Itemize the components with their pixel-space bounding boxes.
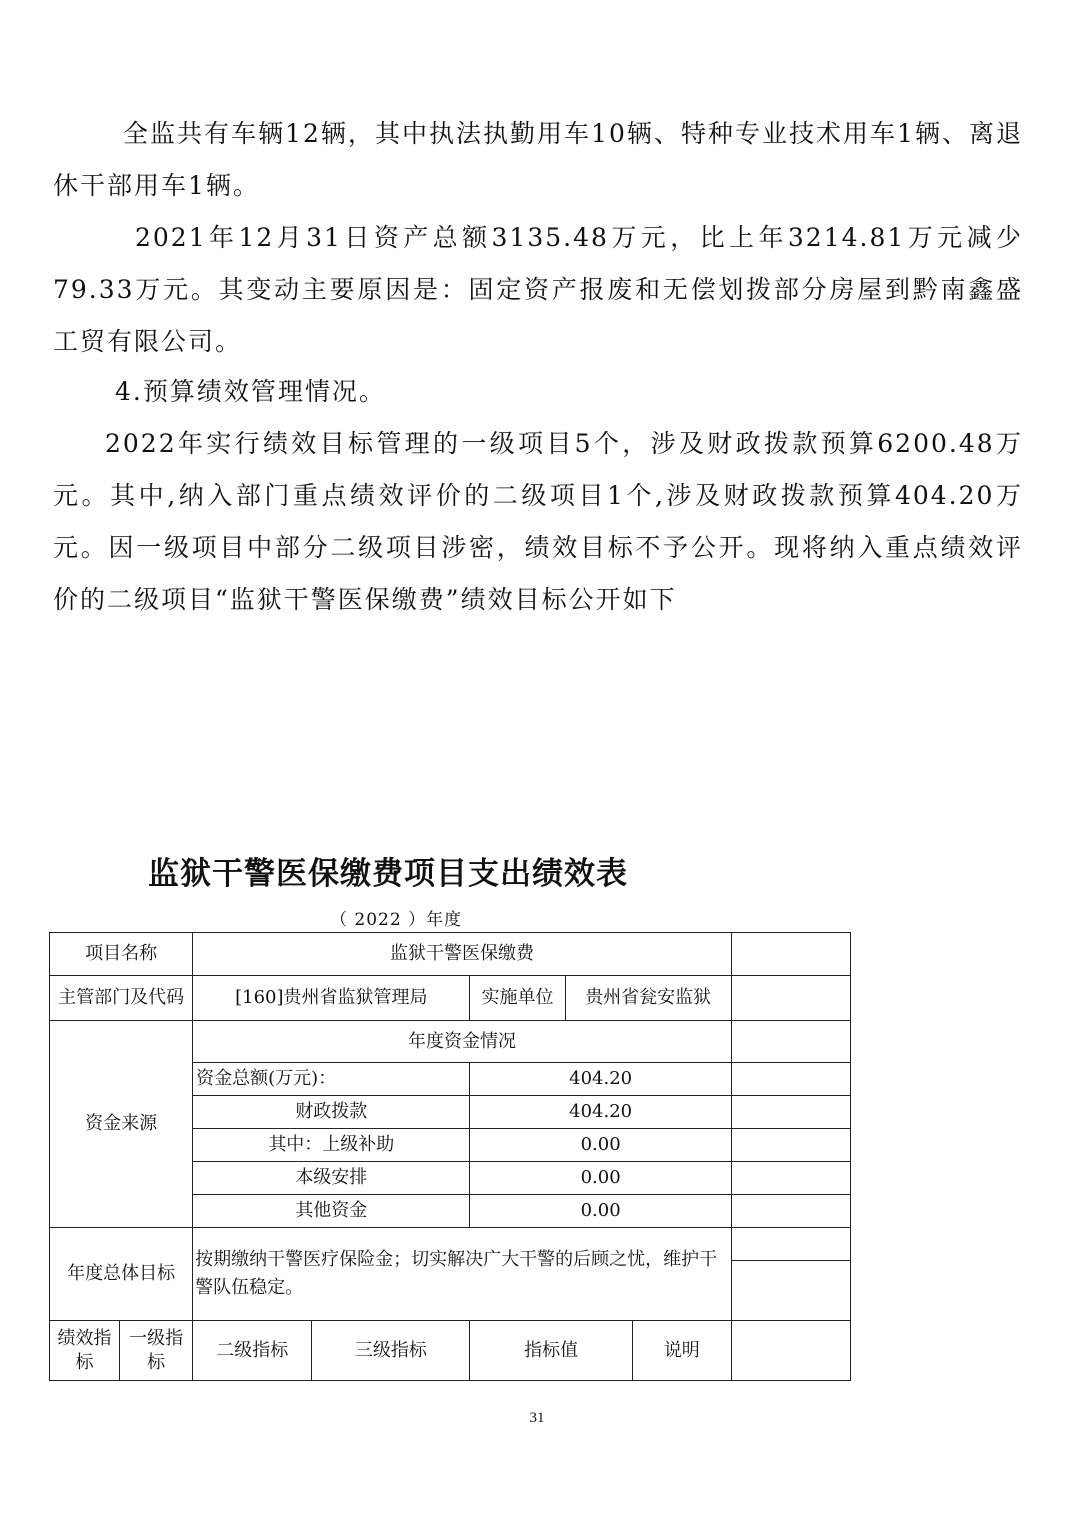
empty-cell <box>731 1063 850 1096</box>
paragraph-performance: 2022年实行绩效目标管理的一级项目5个，涉及财政拨款预算6200.48万元。其中,纳入部门重点绩效评价的二级项目1个,涉及财政拨款预算404.20万元。因一级项目中部分二级项目涉密，绩效目标不予公开。现将纳入重点绩效评价的二级项目“监狱干警医保缴费”绩效目标公开如下 <box>53 429 1023 614</box>
section-heading-budget: 4.预算绩效管理情况。 <box>115 377 386 406</box>
fund-label: 本级安排 <box>193 1162 470 1195</box>
indicator-header: 指标值 <box>470 1321 632 1381</box>
indicator-header: 二级指标 <box>193 1321 312 1381</box>
indicator-header: 说明 <box>632 1321 731 1381</box>
empty-cell <box>731 1162 850 1195</box>
year-label: （ 2022 ）年度 <box>330 910 463 930</box>
fund-label: 资金总额(万元)： <box>193 1063 470 1096</box>
fund-value: 404.20 <box>470 1063 731 1096</box>
indicator-header: 三级指标 <box>312 1321 470 1381</box>
indicator-header: 绩效指标 <box>50 1321 120 1381</box>
empty-cell <box>731 1096 850 1129</box>
empty-cell <box>731 1021 850 1063</box>
fund-label: 财政拨款 <box>193 1096 470 1129</box>
fund-source-label: 资金来源 <box>50 1021 193 1228</box>
fund-value: 0.00 <box>470 1195 731 1228</box>
annual-funds-header: 年度资金情况 <box>193 1021 732 1063</box>
dept-value: [160]贵州省监狱管理局 <box>193 976 470 1021</box>
page-number: 31 <box>529 1410 545 1426</box>
impl-value: 贵州省瓮安监狱 <box>565 976 731 1021</box>
goal-text: 按期缴纳干警医疗保险金；切实解决广大干警的后顾之忧，维护干警队伍稳定。 <box>193 1228 732 1321</box>
dept-label: 主管部门及代码 <box>50 976 193 1021</box>
table-row <box>50 933 851 976</box>
project-name-label: 项目名称 <box>50 933 193 976</box>
project-name-value: 监狱干警医保缴费 <box>193 933 732 976</box>
table-row <box>50 976 851 1021</box>
goal-label: 年度总体目标 <box>50 1228 193 1321</box>
empty-cell <box>731 933 850 976</box>
fund-label: 其中：上级补助 <box>193 1129 470 1162</box>
indicator-header: 一级指标 <box>120 1321 193 1381</box>
empty-cell <box>731 1261 850 1321</box>
performance-table <box>49 932 851 1381</box>
empty-cell <box>731 976 850 1021</box>
fund-label: 其他资金 <box>193 1195 470 1228</box>
table-row <box>50 1021 851 1063</box>
empty-cell <box>731 1195 850 1228</box>
table-row <box>50 1321 851 1381</box>
fund-value: 0.00 <box>470 1162 731 1195</box>
empty-cell <box>731 1129 850 1162</box>
empty-cell <box>731 1228 850 1261</box>
paragraph-vehicles: 全监共有车辆12辆，其中执法执勤用车10辆、特种专业技术用车1辆、离退休干部用车1辆。 <box>53 119 1023 200</box>
impl-label: 实施单位 <box>470 976 565 1021</box>
table-title: 监狱干警医保缴费项目支出绩效表 <box>148 856 628 892</box>
fund-value: 0.00 <box>470 1129 731 1162</box>
paragraph-assets: 2021年12月31日资产总额3135.48万元，比上年3214.81万元减少79.33万元。其变动主要原因是：固定资产报废和无偿划拨部分房屋到黔南鑫盛工贸有限公司。 <box>53 223 1023 356</box>
empty-cell <box>731 1321 850 1381</box>
fund-value: 404.20 <box>470 1096 731 1129</box>
table-row <box>50 1228 851 1261</box>
